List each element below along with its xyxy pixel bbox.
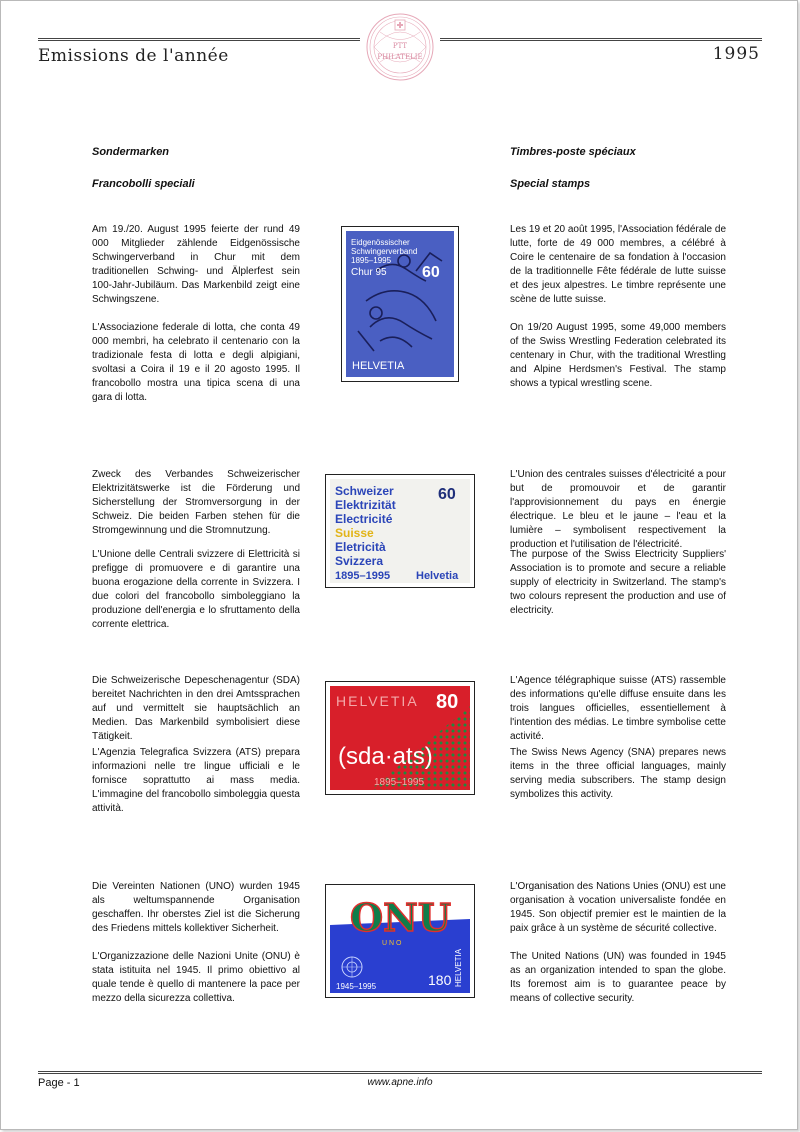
- stamp2-line6: Svizzera: [335, 554, 384, 568]
- stamp3-country: HELVETIA: [336, 693, 419, 709]
- stamp4-value: 180: [428, 972, 452, 988]
- section3-text-it: L'Agenzia Telegrafica Svizzera (ATS) prepara informazioni nelle tre lingue ufficiali e le fornisce soprattutto ai mass media. L'immagine del francobollo simboleggia questa attività.: [92, 747, 300, 814]
- stamp3-logo: (sda·ats): [338, 743, 433, 770]
- stamp4-logo: ONU: [350, 895, 451, 940]
- stamp1-value: 60: [422, 264, 440, 281]
- stamp1-line1: Eidgenössischer: [351, 238, 410, 247]
- header-rule-right-2: [440, 40, 762, 41]
- heading-en: Special stamps: [510, 178, 591, 190]
- section2-text-de: Zweck des Verbandes Schweizerischer Elektrizitätswerke ist die Förderung und Sicherstellung der Stromversorgung in der Schweiz. Die beiden Farben stehen für die Stromgewinnung und die Stromnutzung.: [92, 469, 300, 536]
- header-rule-left: [38, 38, 360, 39]
- header-rule-right: [440, 38, 762, 39]
- heading-fr: Timbres-poste spéciaux: [510, 146, 636, 158]
- logo-philatelie-text: PHILATELIE: [377, 53, 423, 61]
- header-rule-left-2: [38, 40, 360, 41]
- footer-rule: [38, 1071, 762, 1072]
- stamp-wrestling: [341, 226, 459, 382]
- section1-text-fr: Les 19 et 20 août 1995, l'Association fédérale de lutte, forte de 49 000 membres, a célébré à Coire le centenaire de sa fondation à l'occasion de la traditionnelle Fête fédérale de lutte suisse et des jeux alpestres. Le timbre représente une scène de lutte suisse.: [510, 224, 726, 305]
- stamp2-line3: Electricité: [335, 512, 393, 526]
- footer-url: www.apne.info: [367, 1077, 433, 1088]
- stamp4-sub: U N O: [382, 940, 402, 947]
- stamp-sda-ats: [325, 681, 475, 795]
- stamp4-country: HELVETIA: [454, 948, 463, 987]
- stamp2-years: 1895–1995: [335, 570, 391, 582]
- stamp3-years: 1895–1995: [374, 777, 425, 788]
- stamp1-country: HELVETIA: [352, 360, 405, 372]
- stamp2-line4: Suisse: [335, 526, 374, 540]
- section4-text-en: The United Nations (UN) was founded in 1945 as an organization intended to span the globe. Its foremost aim is to guarantee peace by means of collective security.: [510, 951, 726, 1004]
- section1-text-de: Am 19./20. August 1995 feierte der rund 49 000 Mitglieder zählende Eidgenössische Schwingerverband in Chur mit dem traditionellen Schwing- und Älplerfest sein 100-Jahr-Jubiläum. Das Markenbild zeigt eine Schwingszene.: [92, 224, 300, 305]
- section4-text-it: L'Organizzazione delle Nazioni Unite (ONU) è stata istituita nel 1945. Il primo obiettivo al quale tende è quello di mantenere la pace per mezzo della sicurezza collettiva.: [92, 951, 300, 1004]
- page-title: Emissions de l'année: [38, 46, 229, 66]
- stamp-onu: [325, 884, 475, 998]
- page-number: Page - 1: [38, 1077, 80, 1089]
- heading-de: Sondermarken: [92, 146, 170, 158]
- section1-text-it: L'Associazione federale di lotta, che conta 49 000 membri, ha celebrato il centenario con la tradizionale festa di lotta e degli alpigiani, svoltasi a Coira il 19 e il 20 agosto 1995. Il francobollo mostra una tipica scena di una gara di lotta.: [92, 322, 300, 403]
- ptt-philatelie-logo: [360, 12, 440, 82]
- section2-text-it: L'Unione delle Centrali svizzere di Elettricità si prefigge di promuovere e di garantire una buona erogazione della corrente in Svizzera. I due colori del francobollo simboleggiano la produzione dell'energia e lo sfruttamento della corrente elettrica.: [92, 549, 300, 630]
- section2-text-en: The purpose of the Swiss Electricity Suppliers' Association is to promote and secure a reliable supply of electricity in Switzerland. The stamp's two colours represent the production and use of electricity.: [510, 549, 726, 616]
- section3-text-de: Die Schweizerische Depeschenagentur (SDA) bereitet Nachrichten in den drei Amtssprachen auf und vermittelt sie hauptsächlich an Medien. Das Markenbild symbolisiert diese Tätigkeit.: [92, 675, 300, 742]
- stamp1-place: Chur 95: [351, 267, 387, 278]
- logo-ptt-text: PTT: [392, 42, 408, 50]
- section4-text-fr: L'Organisation des Nations Unies (ONU) est une organisation à vocation universaliste fondée en 1945. Son objectif premier est le maintien de la paix grâce à un système de sécurité collective.: [510, 881, 726, 934]
- footer-rule-2: [38, 1073, 762, 1074]
- stamp2-country: Helvetia: [416, 570, 459, 582]
- stamp1-line2: Schwingerverband: [351, 247, 418, 256]
- section4-text-de: Die Vereinten Nationen (UNO) wurden 1945 als weltumspannende Organisation geschaffen. Ihr oberstes Ziel ist die Sicherung des Friedens mittels kollektiver Sicherheit.: [92, 881, 300, 934]
- heading-it: Francobolli speciali: [92, 178, 195, 190]
- stamp2-line5: Eletricità: [335, 540, 386, 554]
- stamp1-years: 1895–1995: [351, 256, 392, 265]
- stamp2-line2: Elektrizität: [335, 498, 396, 512]
- un-emblem-icon: [342, 957, 362, 977]
- stamp-electricity: [325, 474, 475, 588]
- stamp2-line1: Schweizer: [335, 484, 394, 498]
- section3-text-fr: L'Agence télégraphique suisse (ATS) rassemble des informations qu'elle diffuse ensuite dans les trois langues officielles, essentiellement à l'intention des médias. Le timbre symbolise cette activité.: [510, 675, 726, 742]
- stamp2-value: 60: [438, 486, 456, 503]
- page-year: 1995: [712, 44, 760, 64]
- section2-text-fr: L'Union des centrales suisses d'électricité a pour but de promouvoir et de garantir l'approvisionnement du pays en énergie électrique. Le bleu et le jaune – l'eau et la lumière – symbolisent respectivement la production et l'utilisation de l'électricité.: [510, 469, 726, 550]
- stamp3-value: 80: [436, 691, 459, 713]
- section3-text-en: The Swiss News Agency (SNA) prepares news items in the three official languages, mainly serving media subscribers. The stamp design symbolizes this activity.: [510, 747, 726, 800]
- section1-text-en: On 19/20 August 1995, some 49,000 members of the Swiss Wrestling Federation celebrated its centenary in Chur, with the traditional Wrestling and Alpine Herdsmen's Festival. The stamp shows a typical wrestling scene.: [510, 322, 726, 389]
- stamp4-years: 1945–1995: [336, 982, 377, 991]
